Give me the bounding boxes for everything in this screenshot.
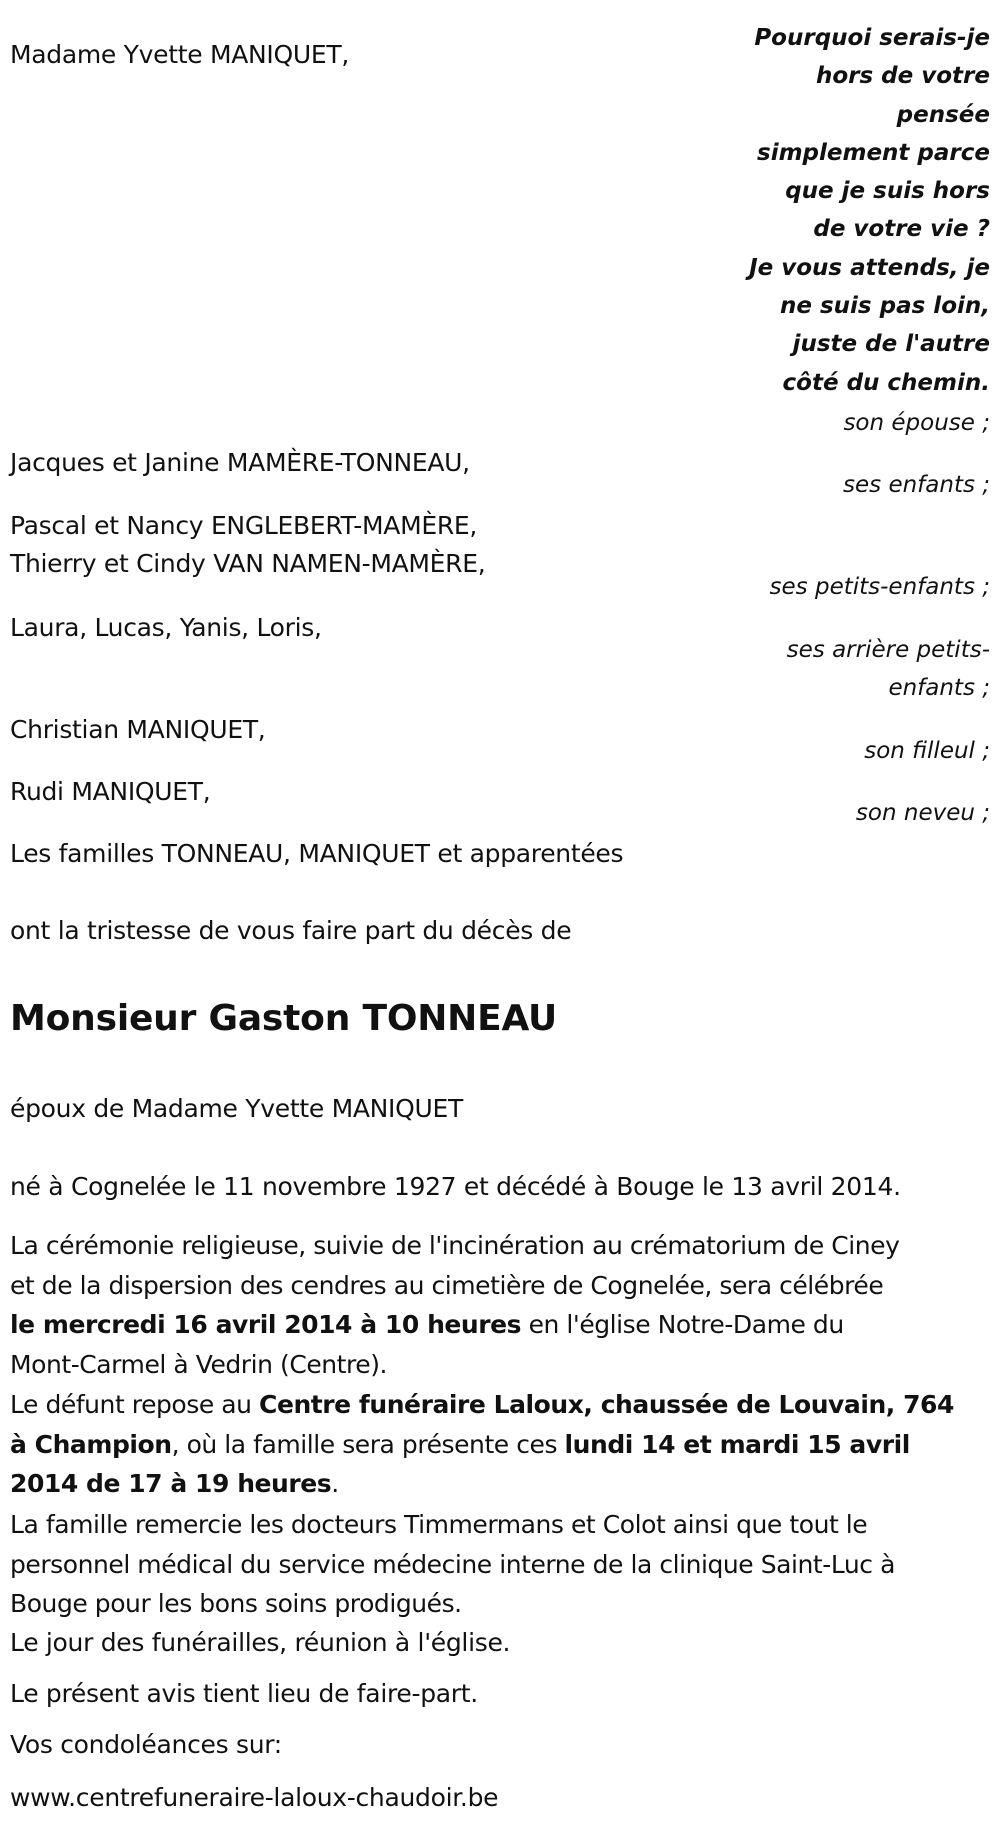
- grandchildren-name-2: Thierry et Cindy VAN NAMEN-MAMÈRE,: [10, 549, 486, 578]
- thanks-line: La famille remercie les docteurs Timmermans et Colot ainsi que tout le: [10, 1510, 868, 1539]
- nephew-relation: son neveu ;: [855, 800, 990, 826]
- great-grandchildren-relation-1: ses arrière petits-: [786, 637, 990, 663]
- thanks-line: personnel médical du service médecine interne de la clinique Saint-Luc à: [10, 1549, 895, 1579]
- great-grandchildren-relation-2: enfants ;: [888, 675, 990, 701]
- resting-text: , où la famille sera présente ces: [171, 1429, 565, 1459]
- children-relation: ses enfants ;: [843, 472, 990, 498]
- ceremony-line: Mont-Carmel à Vedrin (Centre).: [10, 1349, 388, 1379]
- ceremony-place: en l'église Notre-Dame du: [521, 1310, 844, 1339]
- godson-relation: son filleul ;: [864, 738, 990, 764]
- condolences-label: Vos condoléances sur:: [10, 1730, 282, 1759]
- poem-line: ne suis pas loin,: [780, 293, 990, 320]
- thanks-paragraph: [10, 1505, 1000, 1624]
- visiting-days: lundi 14 et mardi 15 avril: [564, 1429, 910, 1459]
- resting-line: [10, 1385, 1000, 1425]
- poem: [749, 19, 990, 402]
- thanks-line: Bouge pour les bons soins prodigués.: [10, 1589, 462, 1618]
- children-name: Jacques et Janine MAMÈRE-TONNEAU,: [10, 448, 470, 477]
- resting-paragraph: [10, 1385, 1000, 1504]
- birth-death-line: né à Cognelée le 11 novembre 1927 et décédé à Bouge le 13 avril 2014.: [10, 1172, 901, 1201]
- announcement-line: ont la tristesse de vous faire part du décès de: [10, 916, 572, 945]
- ceremony-paragraph: [10, 1226, 1000, 1384]
- grandchildren-name-1: Pascal et Nancy ENGLEBERT-MAMÈRE,: [10, 511, 478, 540]
- nephew-name: Rudi MANIQUET,: [10, 777, 211, 806]
- great-grandchildren-name: Laura, Lucas, Yanis, Loris,: [10, 613, 322, 642]
- spouse-name: Madame Yvette MANIQUET,: [10, 40, 349, 69]
- notice-line: Le présent avis tient lieu de faire-part.: [10, 1679, 478, 1708]
- ceremony-date: le mercredi 16 avril 2014 à 10 heures: [10, 1310, 522, 1339]
- spouse-relation: son épouse ;: [843, 410, 990, 436]
- funeral-center: Centre funéraire Laloux, chaussée de Louvain, 764: [259, 1390, 954, 1419]
- spouse-line: époux de Madame Yvette MANIQUET: [10, 1094, 463, 1123]
- poem-line: Pourquoi serais-je: [754, 25, 990, 51]
- resting-line: [10, 1425, 1000, 1465]
- ceremony-line: et de la dispersion des cendres au cimetière de Cognelée, sera célébrée: [10, 1270, 884, 1300]
- grandchildren-relation: ses petits-enfants ;: [769, 574, 990, 600]
- poem-line: juste de l'autre: [792, 331, 990, 358]
- poem-line: côté du chemin.: [782, 369, 990, 396]
- poem-line: de votre vie ?: [813, 216, 990, 243]
- funeral-day-line: Le jour des funérailles, réunion à l'église.: [10, 1628, 511, 1657]
- resting-line: [10, 1464, 1000, 1504]
- website-link[interactable]: www.centrefuneraire-laloux-chaudoir.be: [10, 1783, 499, 1812]
- ceremony-line: [10, 1305, 1000, 1345]
- poem-line: que je suis hors: [785, 178, 990, 205]
- visiting-hours: 2014 de 17 à 19 heures: [10, 1469, 332, 1498]
- resting-text: Le défunt repose au: [10, 1390, 260, 1419]
- funeral-center-city: à Champion: [10, 1429, 172, 1459]
- families-line: Les familles TONNEAU, MANIQUET et apparentées: [10, 839, 624, 868]
- godson-name: Christian MANIQUET,: [10, 715, 266, 744]
- ceremony-line: La cérémonie religieuse, suivie de l'incinération au crématorium de Ciney: [10, 1231, 900, 1260]
- poem-line: Je vous attends, je: [749, 254, 990, 281]
- poem-line: pensée: [896, 101, 990, 128]
- poem-line: simplement parce: [757, 139, 990, 166]
- deceased-name: Monsieur Gaston TONNEAU: [10, 998, 558, 1039]
- poem-line: hors de votre: [815, 63, 990, 90]
- resting-text: .: [331, 1469, 339, 1498]
